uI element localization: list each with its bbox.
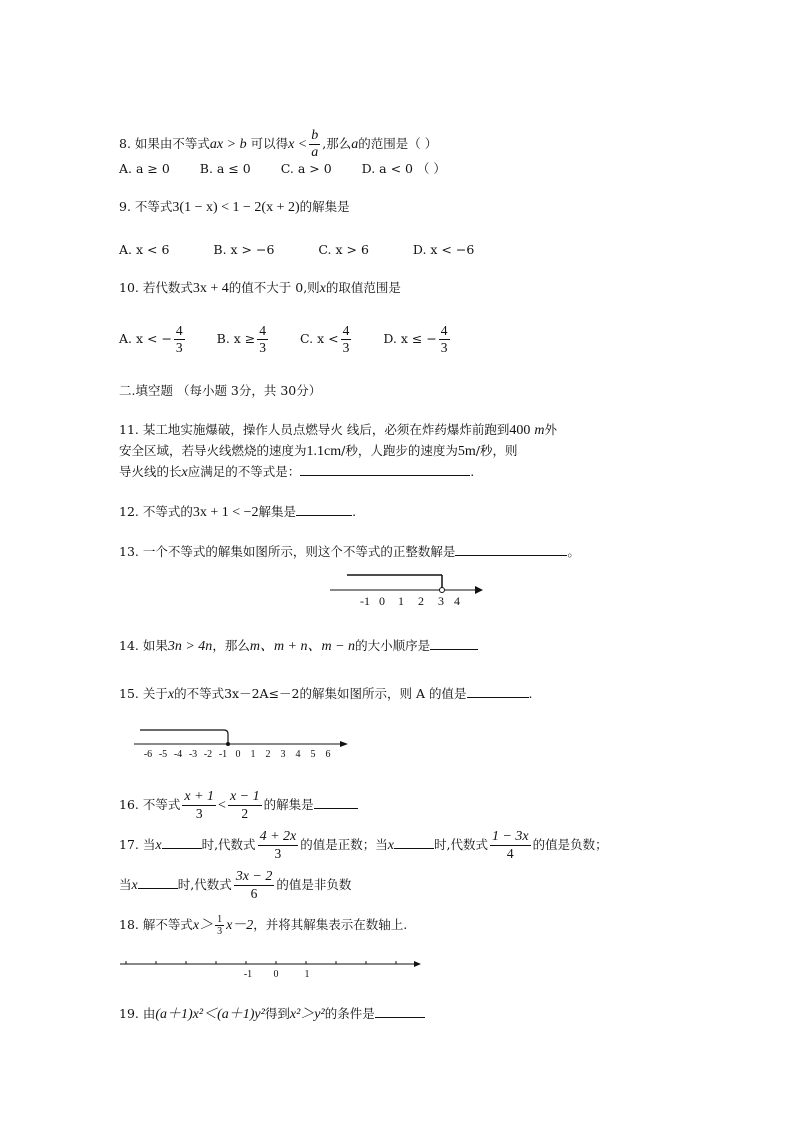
- q15-tick-label: 1: [250, 749, 256, 760]
- q15-tick-label: 6: [325, 749, 331, 760]
- q18-number-line: [118, 955, 428, 985]
- question-10: [119, 279, 401, 298]
- q18-tick-neg1: -1: [243, 969, 253, 980]
- q13-tick-1: 1: [398, 594, 404, 608]
- q14-answer-blank[interactable]: [430, 637, 478, 650]
- q10-prefix: 10. 若代数式: [119, 280, 193, 295]
- section-2-title: 二.填空题 （每小题 3分，共 30分）: [119, 383, 322, 398]
- q8-a-variable: a: [351, 137, 359, 152]
- q16-lhs-fraction: $\frac{x + 1}{3}$: [184, 789, 215, 821]
- q15-tick-label: 0: [235, 749, 241, 760]
- question-18: 18. 解不等式x＞ $\frac{1}{3}$ x－2，并将其解集表示在数轴上.: [119, 914, 408, 937]
- question-12: 12. 不等式的3x + 1 < −2解集是 .: [119, 504, 357, 520]
- q15-number-line: [120, 720, 355, 764]
- q9-option-d: D. x < −6: [412, 242, 475, 257]
- q11-line2: 安全区域，若导火线燃烧的速度为1.1cm/秒，人跑步的速度为5m/秒，则: [119, 443, 518, 459]
- q15-answer-blank[interactable]: [467, 685, 529, 698]
- q13-tick-4: 4: [454, 594, 460, 608]
- q14-condition: 3n > 4n: [167, 639, 213, 654]
- q15-tick-label: 3: [280, 749, 286, 760]
- q15-tick-label: 2: [265, 749, 271, 760]
- q12-answer-blank[interactable]: [296, 503, 352, 516]
- q11-line1: 11. 某工地实施爆破，操作人员点燃导火 线后，必须在炸药爆炸前跑到400 m外: [119, 422, 557, 438]
- q10-option-a: A. x < − $\frac{4}{3}$: [119, 323, 183, 355]
- q14-expressions: m、m + n、m − n: [249, 639, 356, 654]
- q10-options: [119, 322, 478, 356]
- q10-option-b: B. x ≥ $\frac{4}{3}$: [216, 323, 267, 355]
- q15-tick-label: -2: [203, 749, 213, 760]
- q13-tick-3: 3: [438, 594, 444, 608]
- q15-tick-label: -4: [173, 749, 183, 760]
- q9-option-a: A. x < 6: [119, 242, 170, 257]
- q9-inequality: 3(1 − x) < 1 − 2(x + 2): [172, 200, 300, 215]
- q13-answer-blank[interactable]: [455, 543, 567, 556]
- q17-blank-2[interactable]: [394, 836, 434, 849]
- q15-inequality: 3x－2A≤－2: [224, 686, 300, 701]
- question-15: 15. 关于x的不等式3x－2A≤－2的解集如图所示，则 A 的值是 .: [119, 686, 533, 702]
- q16-answer-blank[interactable]: [314, 796, 358, 809]
- q8-options: [119, 160, 472, 178]
- question-9: [119, 198, 350, 217]
- q19-answer-blank[interactable]: [375, 1005, 425, 1018]
- q15-tick-label: 4: [295, 749, 301, 760]
- q11-line3: 导火线的长x应满足的不等式是： .: [119, 464, 475, 480]
- q11-answer-blank[interactable]: [300, 463, 470, 476]
- question-13: 13. 一个不等式的解集如图所示，则这个不等式的正整数解是 。: [119, 544, 580, 559]
- q9-tail: 的解集是: [299, 199, 350, 214]
- q15-tick-label: -6: [143, 749, 153, 760]
- question-16: 16. 不等式 $\frac{x + 1}{3}$ < $\frac{x - 1}{2}$ 的解集是: [119, 788, 358, 823]
- q8-x-less: x <: [288, 137, 308, 152]
- question-17-line2: 当x 时,代数式 $\frac{3x - 2}{6}$ 的值是非负数: [119, 869, 352, 901]
- question-8: [119, 128, 437, 161]
- q15-tick-label: -1: [218, 749, 228, 760]
- q13-number-line: [325, 570, 490, 620]
- q9-option-c: C. x > 6: [318, 242, 369, 257]
- q15-tick-label: -3: [188, 749, 198, 760]
- q10-option-c: C. x < $\frac{4}{3}$: [300, 323, 350, 355]
- q17-blank-1[interactable]: [162, 836, 202, 849]
- q9-prefix: 9. 不等式: [119, 199, 173, 214]
- q10-x: x: [319, 281, 326, 296]
- q10-middle: 的值不大于 0,则: [228, 280, 320, 295]
- q13-tick-0: 0: [379, 594, 385, 608]
- q17-blank-3[interactable]: [138, 876, 178, 889]
- q18-tick-0: 0: [273, 969, 279, 980]
- q18-tick-1: 1: [304, 969, 310, 980]
- q13-tick-neg1: -1: [360, 594, 370, 608]
- q15-tick-label: 5: [310, 749, 316, 760]
- q16-rhs-fraction: $\frac{x - 1}{2}$: [229, 789, 260, 821]
- q15-tick-label: -5: [158, 749, 168, 760]
- q8-option-c: C. a > 0: [280, 161, 332, 176]
- q9-options: [119, 241, 500, 259]
- q10-option-d: D. x ≤ − $\frac{4}{3}$: [383, 323, 448, 355]
- q8-middle: 可以得: [250, 136, 289, 151]
- q19-expression: (a＋1)x²＜(a＋1)y²: [155, 1007, 265, 1022]
- q8-prefix: 8. 如果由不等式: [119, 136, 210, 151]
- q10-tail: 的取值范围是: [325, 280, 401, 295]
- question-14: 14. 如果3n > 4n，那么m、m + n、m − n的大小顺序是: [119, 637, 478, 656]
- q19-result: x²＞y²: [289, 1007, 325, 1022]
- q10-expression: 3x + 4: [192, 281, 229, 296]
- q8-option-a: A. a ≥ 0: [119, 161, 170, 176]
- q8-option-d: D. a < 0 （ ）: [361, 161, 446, 176]
- question-17-line1: 17. 当x 时,代数式 $\frac{4 + 2x}{3}$ 的值是正数；当x 时,代数式 $\frac{1 - 3x}{4}$ 的值是负数；: [119, 829, 608, 861]
- q8-tail2: 的范围是（ ）: [358, 136, 438, 151]
- question-19: 19. 由(a＋1)x²＜(a＋1)y²得到x²＞y²的条件是: [119, 1005, 425, 1024]
- q8-inequality: ax > b: [209, 137, 247, 152]
- q8-option-b: B. a ≤ 0: [199, 161, 251, 176]
- q9-option-b: B. x > −6: [213, 242, 275, 257]
- q13-tick-2: 2: [418, 594, 424, 608]
- q12-expression: 3x + 1 < −2: [192, 505, 259, 520]
- q8-tail1: ,那么: [322, 136, 352, 151]
- q8-fraction: $\frac{b}{a}$: [311, 128, 319, 160]
